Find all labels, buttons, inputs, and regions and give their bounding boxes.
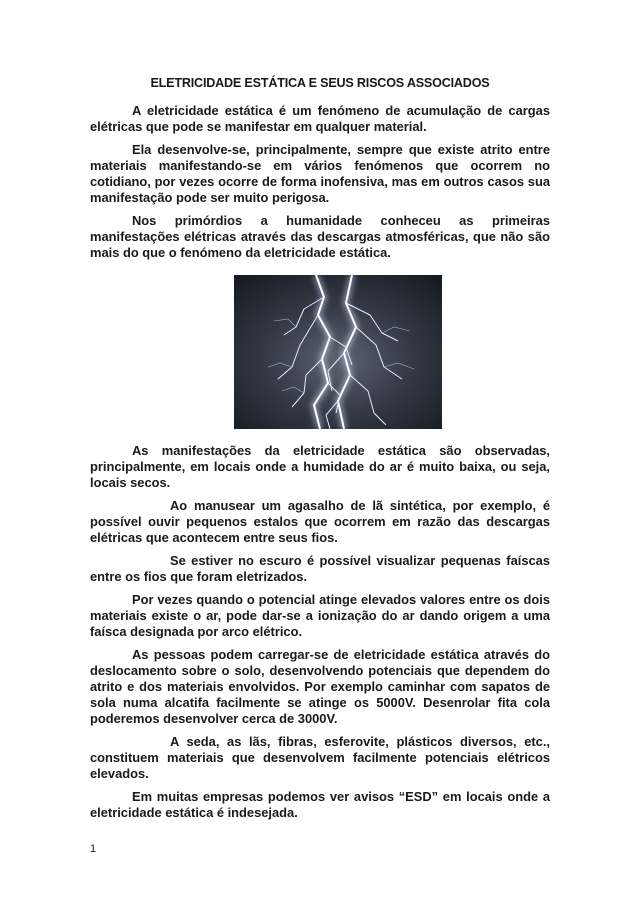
- paragraph: Ela desenvolve-se, principalmente, sempre que existe atrito entre materiais manifestando-se em vários fenómenos que ocorrem no cotidiano, por vezes ocorre de forma inofensiva, mas em outros casos sua manifestação pode ser muito perigosa.: [90, 142, 550, 205]
- paragraph: Ao manusear um agasalho de lã sintética, por exemplo, é possível ouvir pequenos estalos que ocorrem em razão das descargas elétricas que acontecem entre seus fios.: [90, 498, 550, 545]
- document-body: [90, 103, 550, 828]
- lightning-image: [234, 275, 442, 429]
- paragraph: Por vezes quando o potencial atinge elevados valores entre os dois materiais existe o ar, pode dar-se a ionização do ar dando origem a uma faísca designada por arco elétrico.: [90, 592, 550, 639]
- lightning-illustration: [234, 275, 442, 429]
- paragraph: Em muitas empresas podemos ver avisos “ESD” em locais onde a eletricidade estática é indesejada.: [90, 789, 550, 820]
- page-number: 1: [90, 843, 97, 855]
- paragraph: As pessoas podem carregar-se de eletricidade estática através do deslocamento sobre o solo, desenvolvendo potenciais que dependem do atrito e dos materiais envolvidos. Por exemplo caminhar com sapatos de sola numa alcatifa facilmente se atinge os 5000V. Desenrolar fita cola poderemos desenvolver cerca de 3000V.: [90, 647, 550, 726]
- paragraph: As manifestações da eletricidade estática são observadas, principalmente, em locais onde a humidade do ar é muito baixa, ou seja, locais secos.: [90, 443, 550, 490]
- paragraph: A eletricidade estática é um fenómeno de acumulação de cargas elétricas que pode se manifestar em qualquer material.: [90, 103, 550, 134]
- paragraph: Se estiver no escuro é possível visualizar pequenas faíscas entre os fios que foram eletrizados.: [90, 553, 550, 584]
- paragraph: A seda, as lãs, fibras, esferovite, plásticos diversos, etc., constituem materiais que desenvolvem facilmente potenciais elétricos elevados.: [90, 734, 550, 781]
- paragraph: Nos primórdios a humanidade conheceu as primeiras manifestações elétricas através das descargas atmosféricas, que não são mais do que o fenómeno da eletricidade estática.: [90, 213, 550, 260]
- document-title: ELETRICIDADE ESTÁTICA E SEUS RISCOS ASSOCIADOS: [150, 76, 490, 90]
